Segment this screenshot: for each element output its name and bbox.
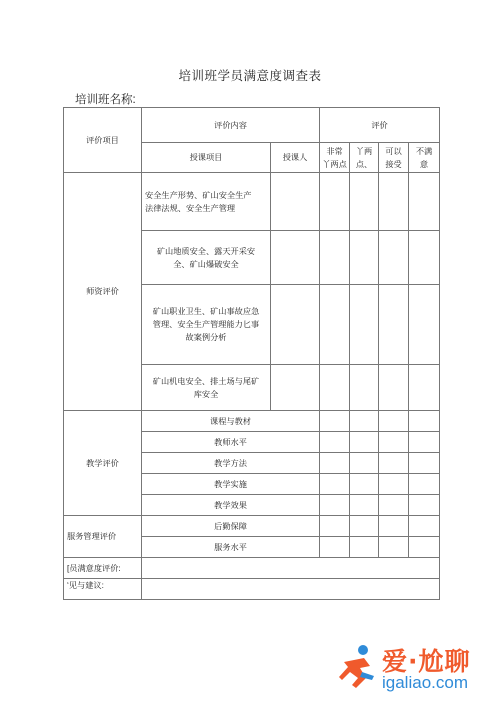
rating-cell[interactable]	[320, 495, 350, 516]
course-header: 授课项目	[142, 143, 271, 173]
rating-cell[interactable]	[379, 231, 409, 285]
survey-table	[63, 107, 440, 600]
rating-cell[interactable]	[320, 173, 350, 231]
rating-cell[interactable]	[409, 516, 440, 537]
class-name-label: 培训班名称:	[75, 94, 136, 106]
course-cell: 矿山职业卫生、矿山事故应急 管理、安全生产管理能力匕事 故案例分析	[142, 285, 271, 365]
rating-cell[interactable]	[379, 432, 409, 453]
rating-cell[interactable]	[409, 537, 440, 558]
service-item: 服务水平	[142, 537, 320, 558]
rating-cell[interactable]	[409, 474, 440, 495]
rating-cell[interactable]	[379, 453, 409, 474]
teaching-item: 教学效果	[142, 495, 320, 516]
rating-cell[interactable]	[350, 173, 379, 231]
rating-cell[interactable]	[320, 537, 350, 558]
rating-cell[interactable]	[320, 432, 350, 453]
overall-satisfaction-field[interactable]	[142, 558, 440, 579]
rating-cell[interactable]	[350, 474, 379, 495]
rating-cell[interactable]	[409, 495, 440, 516]
rating-cell[interactable]	[379, 474, 409, 495]
overall-satisfaction-label: [员满意度评价:	[64, 558, 142, 579]
rating-cell[interactable]	[379, 365, 409, 411]
rating-cell[interactable]	[320, 231, 350, 285]
rating-dissatisfied: 不满 意	[409, 143, 440, 173]
teaching-item: 教学方法	[142, 453, 320, 474]
course-cell: 安全生产形势、矿山安全生产 法律法规、安全生产管理	[142, 173, 271, 231]
rating-cell[interactable]	[350, 411, 379, 432]
rating-cell[interactable]	[379, 285, 409, 365]
course-cell: 矿山地质安全、露天开采安 全、矿山爆破安全	[142, 231, 271, 285]
rating-cell[interactable]	[350, 432, 379, 453]
rating-header: 评价	[320, 108, 440, 143]
rating-cell[interactable]	[350, 285, 379, 365]
rating-very-satisfied: 非常 丫两点	[320, 143, 350, 173]
rating-cell[interactable]	[320, 365, 350, 411]
rating-cell[interactable]	[320, 453, 350, 474]
suggestion-label: ‘见与建议:	[64, 579, 142, 600]
eval-content-header: 评价内容	[142, 108, 320, 143]
instructor-cell[interactable]	[271, 365, 320, 411]
rating-cell[interactable]	[320, 474, 350, 495]
rating-acceptable: 可以 接受	[379, 143, 409, 173]
eval-item-header: 评价项目	[64, 108, 142, 173]
group-label-service: 服务管理评价	[64, 516, 142, 558]
rating-cell[interactable]	[409, 231, 440, 285]
rating-satisfied: 丫两 点、	[350, 143, 379, 173]
rating-cell[interactable]	[350, 453, 379, 474]
watermark-url: igaliao.com	[382, 673, 468, 692]
rating-cell[interactable]	[379, 537, 409, 558]
instructor-cell[interactable]	[271, 173, 320, 231]
watermark-name: 爱·尬聊	[382, 647, 471, 676]
rating-cell[interactable]	[379, 495, 409, 516]
rating-cell[interactable]	[379, 173, 409, 231]
instructor-cell[interactable]	[271, 285, 320, 365]
rating-cell[interactable]	[350, 231, 379, 285]
teaching-item: 教学实施	[142, 474, 320, 495]
rating-cell[interactable]	[409, 365, 440, 411]
rating-cell[interactable]	[379, 411, 409, 432]
rating-cell[interactable]	[320, 285, 350, 365]
site-watermark	[338, 640, 494, 698]
rating-cell[interactable]	[409, 173, 440, 231]
teaching-item: 教师水平	[142, 432, 320, 453]
rating-cell[interactable]	[320, 516, 350, 537]
rating-cell[interactable]	[350, 537, 379, 558]
rating-cell[interactable]	[409, 432, 440, 453]
rating-cell[interactable]	[350, 495, 379, 516]
running-figure-logo-icon	[338, 642, 378, 694]
rating-cell[interactable]	[409, 411, 440, 432]
rating-cell[interactable]	[350, 516, 379, 537]
rating-cell[interactable]	[379, 516, 409, 537]
rating-cell[interactable]	[409, 285, 440, 365]
suggestion-field[interactable]	[142, 579, 440, 600]
service-item: 后勤保障	[142, 516, 320, 537]
rating-cell[interactable]	[320, 411, 350, 432]
teaching-item: 课程与教材	[142, 411, 320, 432]
group-label-teachers: 师资评价	[64, 173, 142, 411]
instructor-header: 授课人	[271, 143, 320, 173]
rating-cell[interactable]	[409, 453, 440, 474]
document-title: 培训班学员满意度调查表	[178, 69, 322, 83]
group-label-teaching: 教学评价	[64, 411, 142, 516]
course-cell: 矿山机电安全、排土场与尾矿 库安全	[142, 365, 271, 411]
rating-cell[interactable]	[350, 365, 379, 411]
instructor-cell[interactable]	[271, 231, 320, 285]
